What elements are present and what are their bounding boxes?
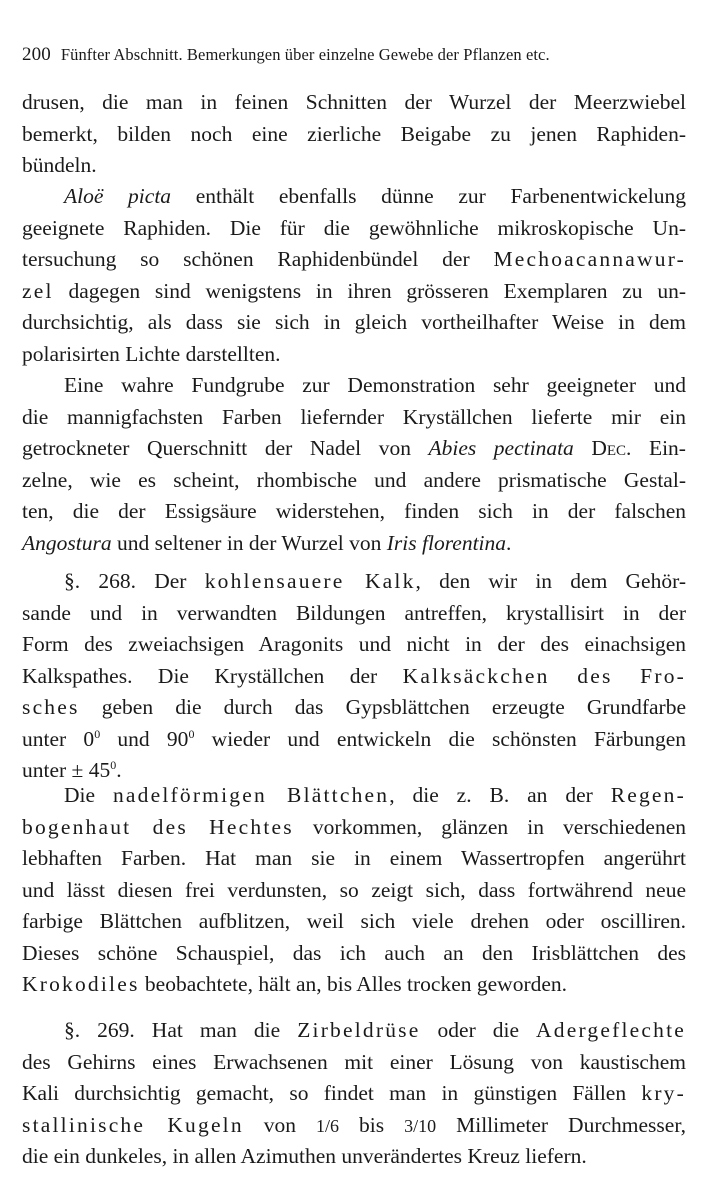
text-line: und lässt diesen frei verdunsten, so zeigt sich, dass fortwährend neue xyxy=(22,877,686,902)
running-header xyxy=(22,44,550,66)
paragraph-meerzwiebel xyxy=(22,87,686,182)
paragraph-fundgrube xyxy=(22,370,686,559)
text-line: geeignete Raphiden. Die für die gewöhnliche mikroskopische Un- xyxy=(22,215,686,240)
spaced-term: kry- xyxy=(641,1081,686,1105)
text-line: sches geben die durch das Gypsblättchen erzeugte Grundfarbe xyxy=(22,695,686,719)
text-line: getrockneter Querschnitt der Nadel von Abies pectinata Dec. Ein- xyxy=(22,436,686,460)
degree-mark: 0 xyxy=(94,726,101,741)
text-line: Dieses schöne Schauspiel, das ich auch an den Irisblättchen des xyxy=(22,940,686,965)
text-line: zel dagegen sind wenigstens in ihren grösseren Exemplaren zu un- xyxy=(22,278,686,303)
section-268 xyxy=(22,566,686,787)
spaced-term: zel xyxy=(22,278,54,303)
text-line: die ein dunkeles, in allen Azimuthen unverändertes Kreuz liefern. xyxy=(22,1144,587,1168)
spaced-term: kohlensauere Kalk xyxy=(204,569,416,593)
paragraph-aloe-picta xyxy=(22,181,686,370)
text-line: §. 268. Der kohlensauere Kalk, den wir in dem Gehör- xyxy=(64,569,686,593)
running-title: Fünfter Abschnitt. Bemerkungen über einzelne Gewebe der Pflanzen etc. xyxy=(60,45,550,64)
fraction: 3/10 xyxy=(404,1115,437,1136)
spaced-term: Zirbeldrüse xyxy=(297,1018,421,1042)
text-line: stallinische Kugeln von 1/6 bis 3/10 Millimeter Durchmesser, xyxy=(22,1112,686,1137)
text-line: lebhaften Farben. Hat man sie in einem Wassertropfen angerührt xyxy=(22,846,686,870)
text-line: des Gehirns eines Erwachsenen mit einer Lösung von kaustischem xyxy=(22,1049,686,1074)
text-line: §. 269. Hat man die Zirbeldrüse oder die Adergeflechte xyxy=(64,1018,687,1042)
spaced-term: Regen- xyxy=(610,783,686,807)
text-line: Kali durchsichtig gemacht, so findet man in günstigen Fällen kry- xyxy=(22,1081,686,1105)
text-line: ten, die der Essigsäure widerstehen, finden sich in der falschen xyxy=(22,499,686,523)
text-line: unter ± $45^0$. xyxy=(22,758,122,782)
spaced-term: stallinische Kugeln xyxy=(22,1112,244,1137)
text-line: die mannigfachsten Farben liefernder Kryställchen lieferte mir ein xyxy=(22,404,686,429)
text-line: Krokodiles beobachtete, hält an, bis Alles trocken geworden. xyxy=(22,972,568,996)
species-name: Abies pectinata xyxy=(428,436,574,460)
text-line: Form des zweiachsigen Aragonits und nicht in der des einachsigen xyxy=(22,632,686,656)
text-line: farbige Blättchen aufblitzen, weil sich viele drehen oder oscilliren. xyxy=(22,909,686,933)
text-line: drusen, die man in feinen Schnitten der Wurzel der Meerzwiebel xyxy=(22,90,686,114)
author-abbrev: Dec. xyxy=(573,436,632,460)
fraction: 1/6 xyxy=(316,1115,340,1136)
text-line: zelne, wie es scheint, rhombische und andere prismatische Gestal- xyxy=(22,467,686,492)
spaced-term: bogenhaut des Hechtes xyxy=(22,814,294,839)
text-line: Kalkspathes. Die Kryställchen der Kalksäckchen des Fro- xyxy=(22,663,686,688)
degree-mark: 0 xyxy=(188,726,195,741)
spaced-term: Mechoacannawur- xyxy=(493,247,686,271)
text-line: durchsichtig, als dass sie sich in gleich vortheilhafter Weise in dem xyxy=(22,310,686,334)
spaced-term: sches xyxy=(22,695,80,719)
spaced-term: nadelförmigen Blättchen xyxy=(112,783,390,807)
spaced-term: Krokodiles xyxy=(22,972,140,996)
text-line: unter $0^0$ und $90^0$ wieder und entwickeln die schönsten Färbungen xyxy=(22,726,686,751)
degree-mark: 0 xyxy=(110,758,117,772)
text-line: Die nadelförmigen Blättchen, die z. B. an der Regen- xyxy=(64,783,686,807)
species-name: Iris florentina xyxy=(386,530,507,555)
text-line: Angostura und seltener in der Wurzel von Iris florentina. xyxy=(22,530,512,555)
text-line: polarisirten Lichte darstellten. xyxy=(22,341,281,366)
text-line: Aloë picta enthält ebenfalls dünne zur Farbenentwickelung xyxy=(64,184,686,208)
paragraph-blaettchen xyxy=(22,780,686,1001)
page-number: 200 xyxy=(22,44,51,65)
spaced-term: Adergeflechte xyxy=(536,1018,687,1042)
text-line: bogenhaut des Hechtes vorkommen, glänzen in verschiedenen xyxy=(22,814,686,839)
text-line: sande und in verwandten Bildungen antreffen, krystallisirt in der xyxy=(22,600,686,625)
text-line: Eine wahre Fundgrube zur Demonstration sehr geeigneter und xyxy=(64,373,686,397)
text-line: tersuchung so schönen Raphidenbündel der Mechoacannawur- xyxy=(22,247,686,271)
species-name: Aloë picta xyxy=(64,184,172,208)
text-line: bündeln. xyxy=(22,153,97,177)
spaced-term: Kalksäckchen des Fro- xyxy=(402,663,686,688)
species-name: Angostura xyxy=(22,530,112,555)
section-269 xyxy=(22,1015,686,1173)
text-line: bemerkt, bilden noch eine zierliche Beigabe zu jenen Raphiden- xyxy=(22,121,686,146)
